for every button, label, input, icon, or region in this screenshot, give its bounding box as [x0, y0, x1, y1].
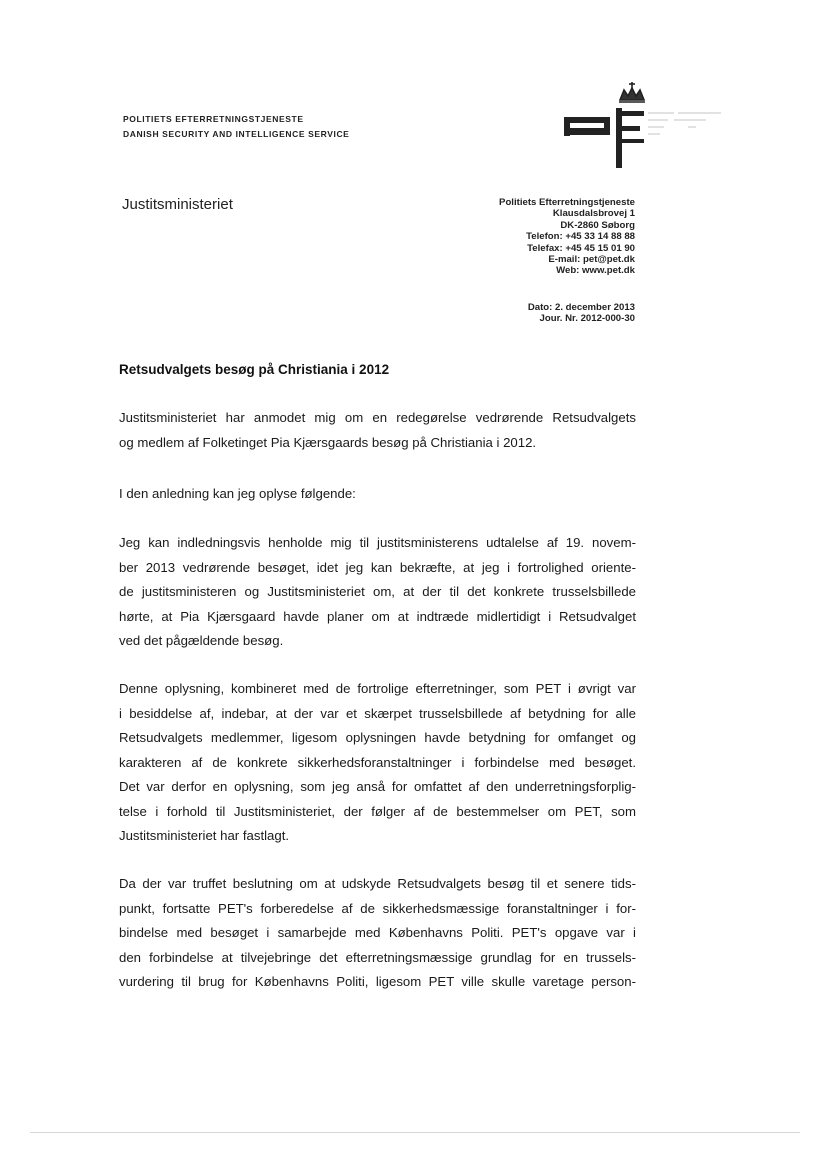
- letter-meta: [528, 302, 635, 325]
- organization-header: [123, 112, 349, 142]
- paragraph-3: [119, 531, 636, 654]
- paragraph-5: [119, 872, 636, 995]
- text-line: telse i forhold til Justitsministeriet, der følger af de bestemmelser om PET, som: [119, 803, 636, 819]
- text-line: punkt, fortsatte PET's forberedelse af de sikkerhedsmæssige foranstaltninger i for-: [119, 900, 636, 916]
- paragraph-4: [119, 677, 636, 849]
- text-line: de justitsministeren og Justitsministeriet om, at der til det konkrete trusselsbillede: [119, 584, 636, 599]
- text-line: ber 2013 vedrørende besøget, idet jeg kan bekræfte, at jeg i fortrolighed oriente-: [119, 559, 636, 575]
- text-line: i besiddelse af, indebar, at der var et skærpet trusselsbillede af betydning for alle: [119, 705, 636, 721]
- sender-phone: Telefon: +45 33 14 88 88: [526, 231, 635, 243]
- sender-street: Klausdalsbrovej 1: [552, 208, 635, 220]
- text-line: ved det pågældende besøg.: [119, 633, 284, 648]
- text-line: hørte, at Pia Kjærsgaard havde planer om at indtræde midlertidigt i Retsudvalget: [119, 608, 636, 624]
- sender-email: E-mail: pet@pet.dk: [548, 254, 635, 266]
- text-line: Da der var truffet beslutning om at udskyde Retsudvalgets besøg til et senere tids-: [119, 876, 636, 891]
- org-name-danish: POLITIETS EFTERRETNINGSTJENESTE: [123, 114, 304, 124]
- text-line: den forbindelse at tilvejebringe det efterretningsmæssige grundlag for en trussels-: [119, 949, 636, 965]
- text-line: Justitsministeriet har fastlagt.: [119, 828, 290, 843]
- paragraph-2: [119, 482, 636, 507]
- text-line: I den anledning kan jeg oplyse følgende:: [119, 486, 356, 501]
- text-line: Retsudvalgets medlemmer, ligesom oplysningen havde betydning for omfanget og: [119, 730, 636, 745]
- text-line: bindelse med besøget i samarbejde med Københavns Politi. PET's opgave var i: [119, 925, 636, 940]
- sender-name: Politiets Efterretningstjeneste: [499, 197, 635, 208]
- recipient-name: Justitsministeriet: [122, 196, 233, 213]
- page-bottom-divider: [30, 1132, 800, 1133]
- text-line: og medlem af Folketinget Pia Kjærsgaards besøg på Christiania i 2012.: [119, 434, 537, 450]
- text-line: vurdering til brug for Københavns Politi, ligesom PET ville skulle varetage person-: [119, 974, 636, 989]
- sender-city: DK-2860 Søborg: [560, 219, 635, 231]
- text-line: Det var derfor en oplysning, som jeg anså for omfattet af den underretningsforplig-: [119, 779, 636, 794]
- letter-date: Dato: 2. december 2013: [527, 302, 635, 313]
- text-line: karakteren af de konkrete sikkerhedsforanstaltninger i forbindelse med besøget.: [119, 754, 636, 770]
- paragraph-1: [119, 406, 636, 455]
- sender-web: Web: www.pet.dk: [556, 265, 635, 277]
- crown-pe-logo-icon: [556, 80, 726, 170]
- journal-number: Jour. Nr. 2012-000-30: [539, 313, 635, 325]
- org-name-english: DANISH SECURITY AND INTELLIGENCE SERVICE: [123, 129, 350, 139]
- sender-contact-block: [499, 197, 635, 277]
- text-line: Justitsministeriet har anmodet mig om en redegørelse vedrørende Retsudvalgets: [119, 410, 636, 425]
- text-line: Denne oplysning, kombineret med de fortrolige efterretninger, som PET i øvrigt var: [119, 681, 636, 696]
- letter-subject: Retsudvalgets besøg på Christiania i 2012: [119, 362, 390, 377]
- text-line: Jeg kan indledningsvis henholde mig til justitsministerens udtalelse af 19. novem-: [119, 535, 636, 550]
- sender-fax: Telefax: +45 45 15 01 90: [527, 242, 635, 254]
